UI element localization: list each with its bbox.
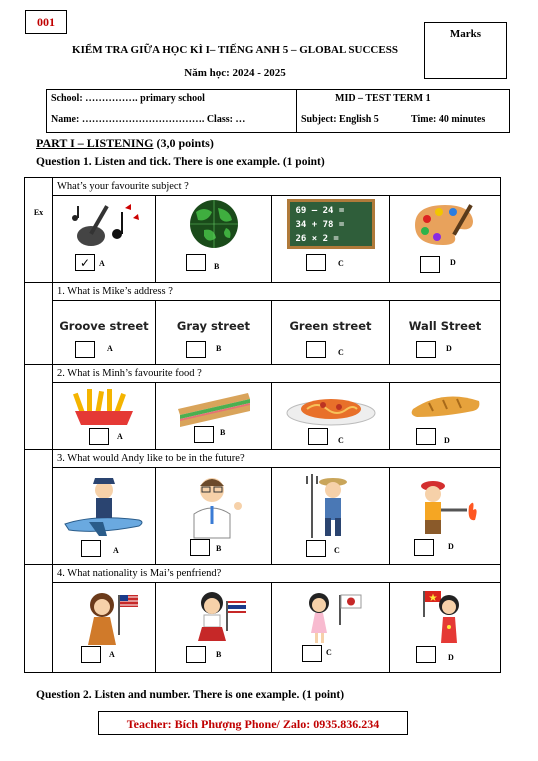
math-board-icon — [272, 200, 389, 248]
option-a: A — [99, 259, 105, 268]
checkbox-a[interactable] — [81, 540, 101, 557]
option-a: A — [113, 546, 119, 555]
paint-palette-icon — [390, 200, 500, 248]
option-c: C — [338, 436, 344, 445]
time-label: Time: 40 minutes — [411, 114, 486, 125]
teacher-contact: Teacher: Bích Phượng Phone/ Zalo: 0935.836.234 — [98, 711, 408, 735]
option-b: B — [216, 650, 222, 659]
school-year: Năm học: 2024 - 2025 — [184, 67, 286, 79]
subject-label: Subject: English 5 — [301, 114, 379, 125]
farmer-icon — [272, 472, 389, 542]
listening-table — [24, 177, 501, 673]
name-field: Name: ………………………………. Class: … — [51, 114, 246, 125]
option-a: A — [117, 432, 123, 441]
option-d: D — [446, 344, 452, 353]
option-c: C — [326, 648, 332, 657]
question-text: 3. What would Andy like to be in the future? — [53, 450, 501, 468]
globe-icon — [156, 200, 271, 248]
option-d: D — [444, 436, 450, 445]
math-line: 34 + 78 = — [295, 220, 345, 230]
question-text: 1. What is Mike’s address ? — [53, 283, 501, 301]
option-c: C — [338, 259, 344, 268]
marks-label: Marks — [449, 28, 482, 40]
spaghetti-icon — [272, 387, 389, 427]
checkbox-c[interactable] — [302, 645, 322, 662]
checkbox-d[interactable] — [416, 646, 436, 663]
checkbox-c[interactable] — [306, 254, 326, 271]
street-label: Green street — [289, 319, 372, 333]
firefighter-icon — [390, 472, 500, 542]
checkbox-a[interactable]: ✓ — [75, 254, 95, 271]
checkbox-a[interactable] — [89, 428, 109, 445]
page-title: KIỂM TRA GIỮA HỌC KÌ I– TIẾNG ANH 5 – GLOBAL SUCCESS — [72, 44, 398, 56]
checkbox-c[interactable] — [306, 341, 326, 358]
school-field: School: ……………. primary school — [51, 93, 205, 104]
part-points: (3,0 points) — [153, 136, 214, 150]
street-label: Groove street — [59, 319, 149, 333]
test-name: MID – TEST TERM 1 — [335, 93, 431, 104]
checkbox-c[interactable] — [308, 428, 328, 445]
option-b: B — [220, 428, 226, 437]
checkbox-d[interactable] — [416, 341, 436, 358]
test-code: 001 — [25, 10, 67, 34]
checkbox-b[interactable] — [190, 539, 210, 556]
option-b: B — [216, 544, 222, 553]
option-b: B — [216, 344, 222, 353]
option-d: D — [448, 653, 454, 662]
option-d: D — [450, 258, 456, 267]
option-d: D — [448, 542, 454, 551]
thailand-girl-icon — [156, 587, 271, 647]
french-fries-icon — [53, 387, 155, 427]
math-line: 26 × 2 = — [295, 234, 339, 244]
bread-icon — [390, 387, 500, 427]
sandwich-icon — [156, 387, 271, 427]
pilot-icon — [53, 472, 155, 542]
checkbox-b[interactable] — [186, 646, 206, 663]
part-label: PART I – LISTENING — [36, 136, 154, 150]
music-icon — [53, 200, 155, 248]
part-heading — [36, 136, 214, 151]
checkbox-a[interactable] — [75, 341, 95, 358]
vietnam-girl-icon — [390, 587, 500, 647]
doctor-icon — [156, 472, 271, 542]
checkbox-b[interactable] — [186, 341, 206, 358]
question-1: Question 1. Listen and tick. There is one example. (1 point) — [36, 156, 325, 168]
option-b: B — [214, 262, 220, 271]
japan-girl-icon — [272, 587, 389, 647]
question-text: 4. What nationality is Mai’s penfriend? — [53, 565, 501, 583]
question-2: Question 2. Listen and number. There is one example. (1 point) — [36, 689, 345, 701]
option-c: C — [334, 546, 340, 555]
question-text: What’s your favourite subject ? — [53, 178, 501, 196]
math-line: 69 – 24 = — [295, 206, 345, 216]
option-a: A — [109, 650, 115, 659]
option-c: C — [338, 348, 344, 357]
info-box — [46, 89, 510, 133]
checkbox-a[interactable] — [81, 646, 101, 663]
example-label: Ex — [25, 178, 53, 283]
checkbox-d[interactable] — [420, 256, 440, 273]
malaysia-girl-icon — [53, 587, 155, 647]
street-label: Wall Street — [408, 319, 482, 333]
checkbox-c[interactable] — [306, 540, 326, 557]
street-label: Gray street — [176, 319, 251, 333]
checkbox-d[interactable] — [414, 539, 434, 556]
checkbox-b[interactable] — [186, 254, 206, 271]
checkbox-d[interactable] — [416, 428, 436, 445]
checkbox-b[interactable] — [194, 426, 214, 443]
question-text: 2. What is Minh’s favourite food ? — [53, 365, 501, 383]
option-a: A — [107, 344, 113, 353]
